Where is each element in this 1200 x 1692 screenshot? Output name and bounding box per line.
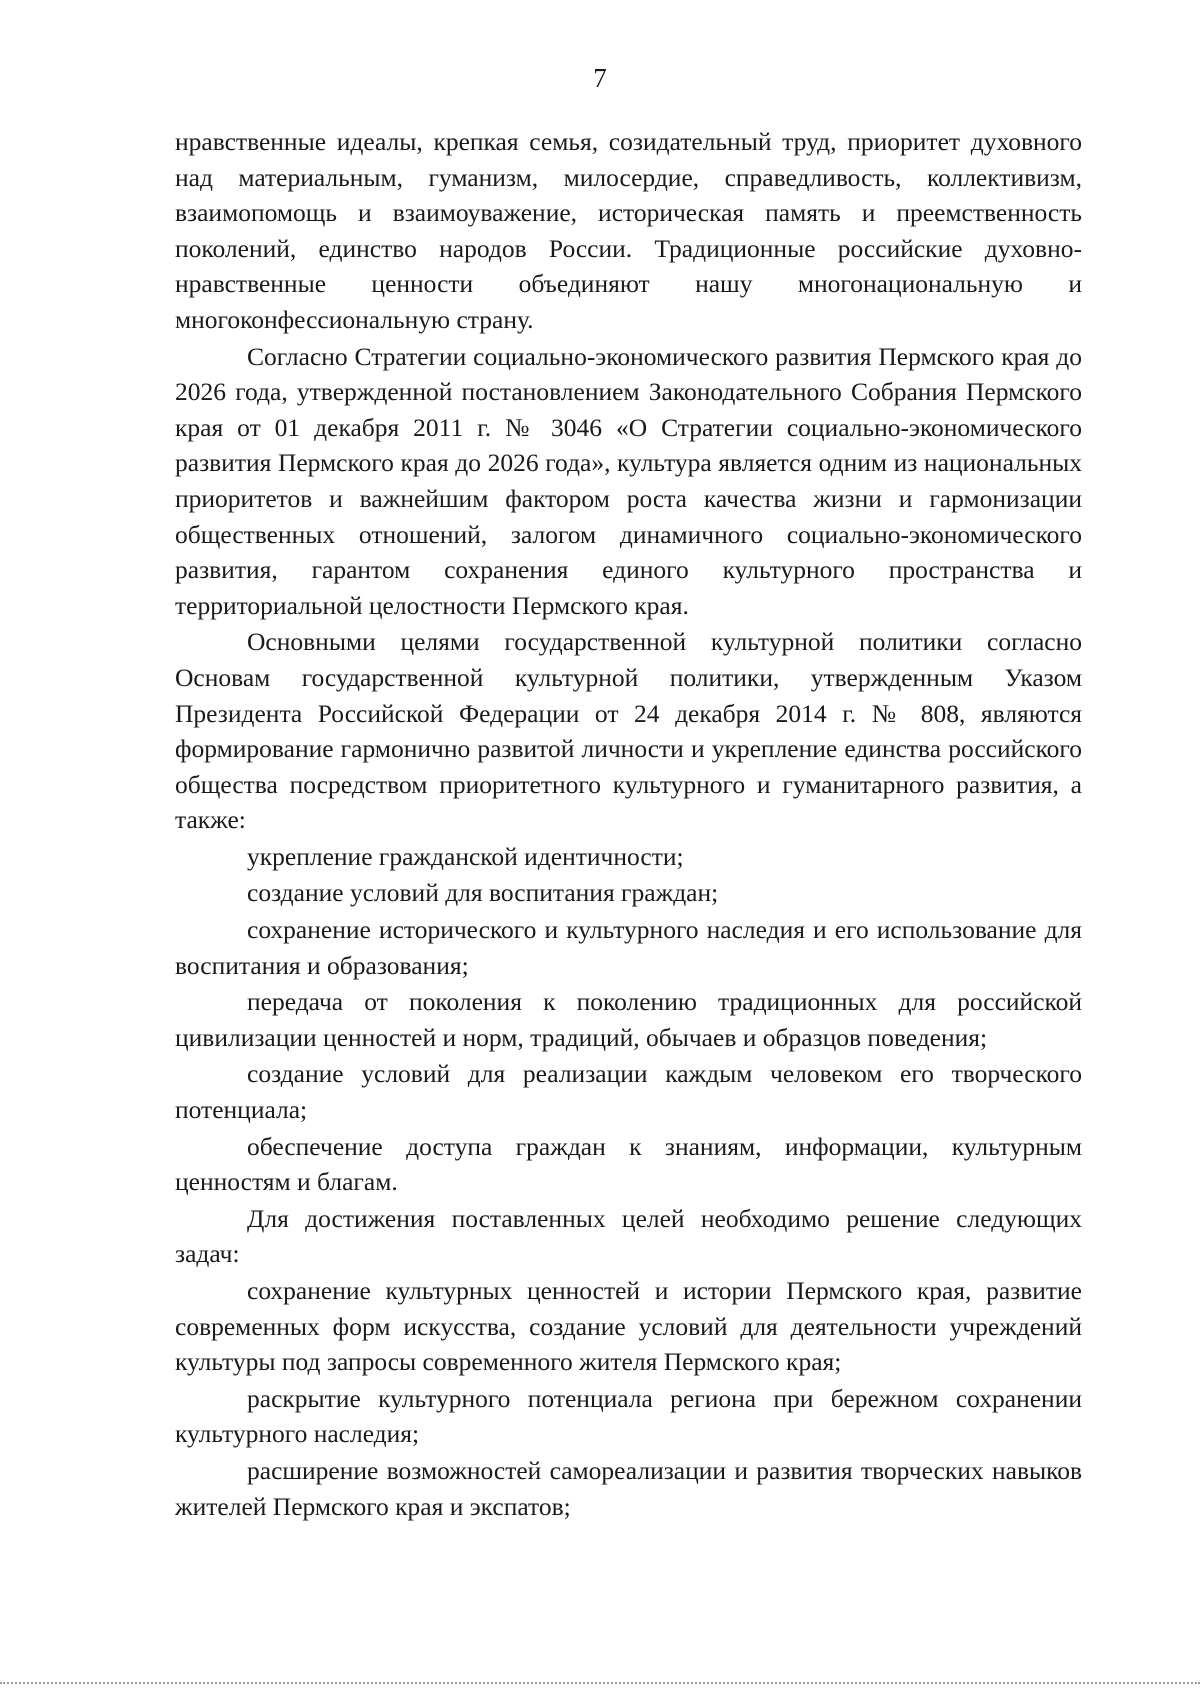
list-item: раскрытие культурного потенциала региона при бережном сохранении культурного наследия; [175,1383,1082,1449]
list-item: создание условий для воспитания граждан; [247,878,719,908]
paragraph: нравственные идеалы, крепкая семья, созидательный труд, приоритет духовного над материальным, гуманизм, милосердие, справедливость, коллективизм, взаимопомощь и взаимоуважение, историческая память и преемственность поколений, единство народов России. Традиционные российские духовно-нравственные ценности объединяют нашу многонациональную и многоконфессиональную страну. [175,127,1082,334]
list-item: сохранение культурных ценностей и истории Пермского края, развитие современных форм искусства, создание условий для деятельности учреждений культуры под запросы современного жителя Пермского края; [175,1276,1082,1377]
paragraph: Согласно Стратегии социально-экономического развития Пермского края до 2026 года, утвержденной постановлением Законодательного Собрания Пермского края от 01 декабря 2011 г. № 3046 «О Стратегии социально-экономического развития Пермского края до 2026 года», культура является одним из национальных приоритетов и важнейшим фактором роста качества жизни и гармонизации общественных отношений, залогом динамичного социально-экономического развития, гарантом сохранения единого культурного пространства и территориальной целостности Пермского края. [175,341,1082,620]
paragraph: Основными целями государственной культурной политики согласно Основам государственной культурной политики, утвержденным Указом Президента Российской Федерации от 24 декабря 2014 г. № 808, являются формирование гармонично развитой личности и укрепление единства российского общества посредством приоритетного культурного и гуманитарного развития, а также: [175,627,1082,835]
list-item: укрепление гражданской идентичности; [247,841,684,871]
list-item: обеспечение доступа граждан к знаниям, информации, культурным ценностям и благам. [175,1131,1082,1197]
page-number: 7 [593,63,607,93]
list-item: передача от поколения к поколению традиционных для российской цивилизации ценностей и норм, традиций, обычаев и образцов поведения; [175,987,1082,1052]
document-body [175,124,1082,1525]
list-item: создание условий для реализации каждым человеком его творческого потенциала; [175,1059,1082,1125]
scan-edge-line [0,1682,1200,1684]
list-item: расширение возможностей самореализации и развития творческих навыков жителей Пермского края и экспатов; [175,1455,1082,1521]
paragraph: Для достижения поставленных целей необходимо решение следующих задач: [175,1203,1082,1269]
list-item: сохранение исторического и культурного наследия и его использование для воспитания и образования; [175,915,1082,980]
